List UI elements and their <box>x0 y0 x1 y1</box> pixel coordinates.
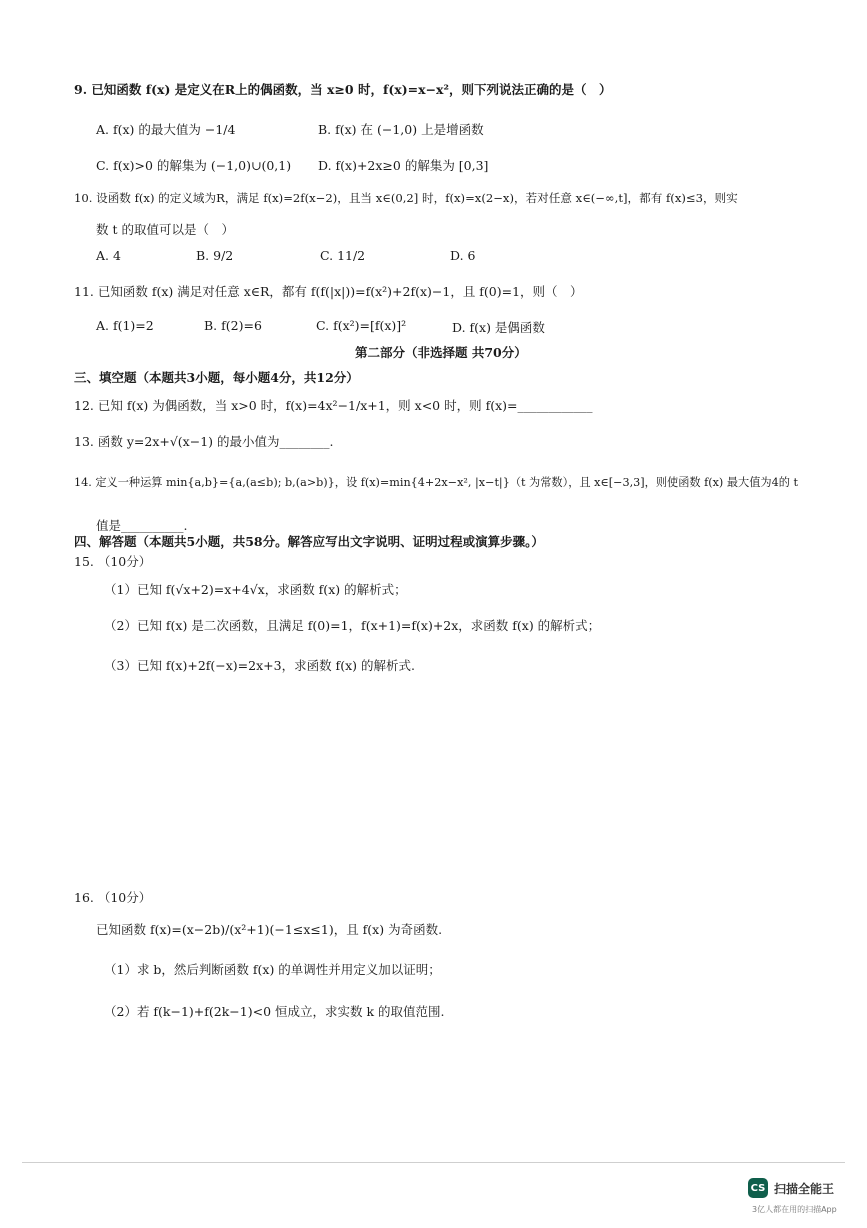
q11-option-b: B. f(2)=6 <box>204 318 262 333</box>
q10-option-d: D. 6 <box>450 248 476 263</box>
question-11-stem: 11. 已知函数 f(x) 满足对任意 x∈R，都有 f(f(|x|))=f(x²)+2f(x)−1，且 f(0)=1，则（ ） <box>74 284 583 299</box>
q11-option-d: D. f(x) 是偶函数 <box>452 320 545 335</box>
question-12: 12. 已知 f(x) 为偶函数，当 x>0 时，f(x)=4x²−1/x+1，则 x<0 时，则 f(x)=____________ <box>74 398 593 413</box>
q9-option-c: C. f(x)>0 的解集为 (−1,0)∪(0,1) <box>96 158 292 173</box>
q11-option-a: A. f(1)=2 <box>96 318 154 333</box>
question-16-head: 16. （10分） <box>74 890 152 905</box>
scanner-brand <box>748 1178 834 1198</box>
question-14-line1: 14. 定义一种运算 min{a,b}={a,(a≤b); b,(a>b)}，设 f(x)=min{4+2x−x², |x−t|}（t 为常数），且 x∈[−3,3]，则使函数 f(x) 最大值为4的 t <box>74 476 798 489</box>
footer-divider <box>22 1162 845 1163</box>
question-15-part2: （2）已知 f(x) 是二次函数，且满足 f(0)=1，f(x+1)=f(x)+2x，求函数 f(x) 的解析式； <box>104 618 601 633</box>
brand-name: 扫描全能王 <box>774 1181 835 1196</box>
section-3-heading: 三、填空题（本题共3小题，每小题4分，共12分） <box>74 370 359 385</box>
question-16-part1: （1）求 b，然后判断函数 f(x) 的单调性并用定义加以证明； <box>104 962 441 977</box>
q10-option-c: C. 11/2 <box>320 248 366 263</box>
question-13: 13. 函数 y=2x+√(x−1) 的最小值为________. <box>74 434 334 449</box>
question-9-stem: 9. 已知函数 f(x) 是定义在R上的偶函数，当 x≥0 时，f(x)=x−x²，则下列说法正确的是（ ） <box>74 82 612 97</box>
camscanner-logo-icon: CS <box>748 1178 768 1198</box>
question-15-part1: （1）已知 f(√x+2)=x+4√x，求函数 f(x) 的解析式； <box>104 582 407 597</box>
question-10-stem-line2: 数 t 的取值可以是（ ） <box>96 222 234 237</box>
q11-option-c: C. f(x²)=[f(x)]² <box>316 318 407 333</box>
section-4-heading: 四、解答题（本题共5小题，共58分。解答应写出文字说明、证明过程或演算步骤。） <box>74 534 544 549</box>
question-16-part2: （2）若 f(k−1)+f(2k−1)<0 恒成立，求实数 k 的取值范围. <box>104 1004 445 1019</box>
question-14-line2: 值是__________. <box>96 518 188 533</box>
question-15-part3: （3）已知 f(x)+2f(−x)=2x+3，求函数 f(x) 的解析式. <box>104 658 415 673</box>
brand-tagline: 3亿人都在用的扫描App <box>752 1205 837 1214</box>
q9-option-d: D. f(x)+2x≥0 的解集为 [0,3] <box>318 158 489 173</box>
part-two-heading: 第二部分（非选择题 共70分） <box>355 345 527 360</box>
q10-option-b: B. 9/2 <box>196 248 234 263</box>
q9-option-b: B. f(x) 在 (−1,0) 上是增函数 <box>318 122 484 137</box>
q9-option-a: A. f(x) 的最大值为 −1/4 <box>96 122 236 137</box>
q10-option-a: A. 4 <box>96 248 121 263</box>
question-10-stem-line1: 10. 设函数 f(x) 的定义域为R，满足 f(x)=2f(x−2)，且当 x∈(0,2] 时，f(x)=x(2−x)，若对任意 x∈(−∞,t]，都有 f(x)≤3，则实 <box>74 191 738 205</box>
question-15-head: 15. （10分） <box>74 554 152 569</box>
question-16-stem: 已知函数 f(x)=(x−2b)/(x²+1)(−1≤x≤1)，且 f(x) 为奇函数. <box>96 922 443 937</box>
